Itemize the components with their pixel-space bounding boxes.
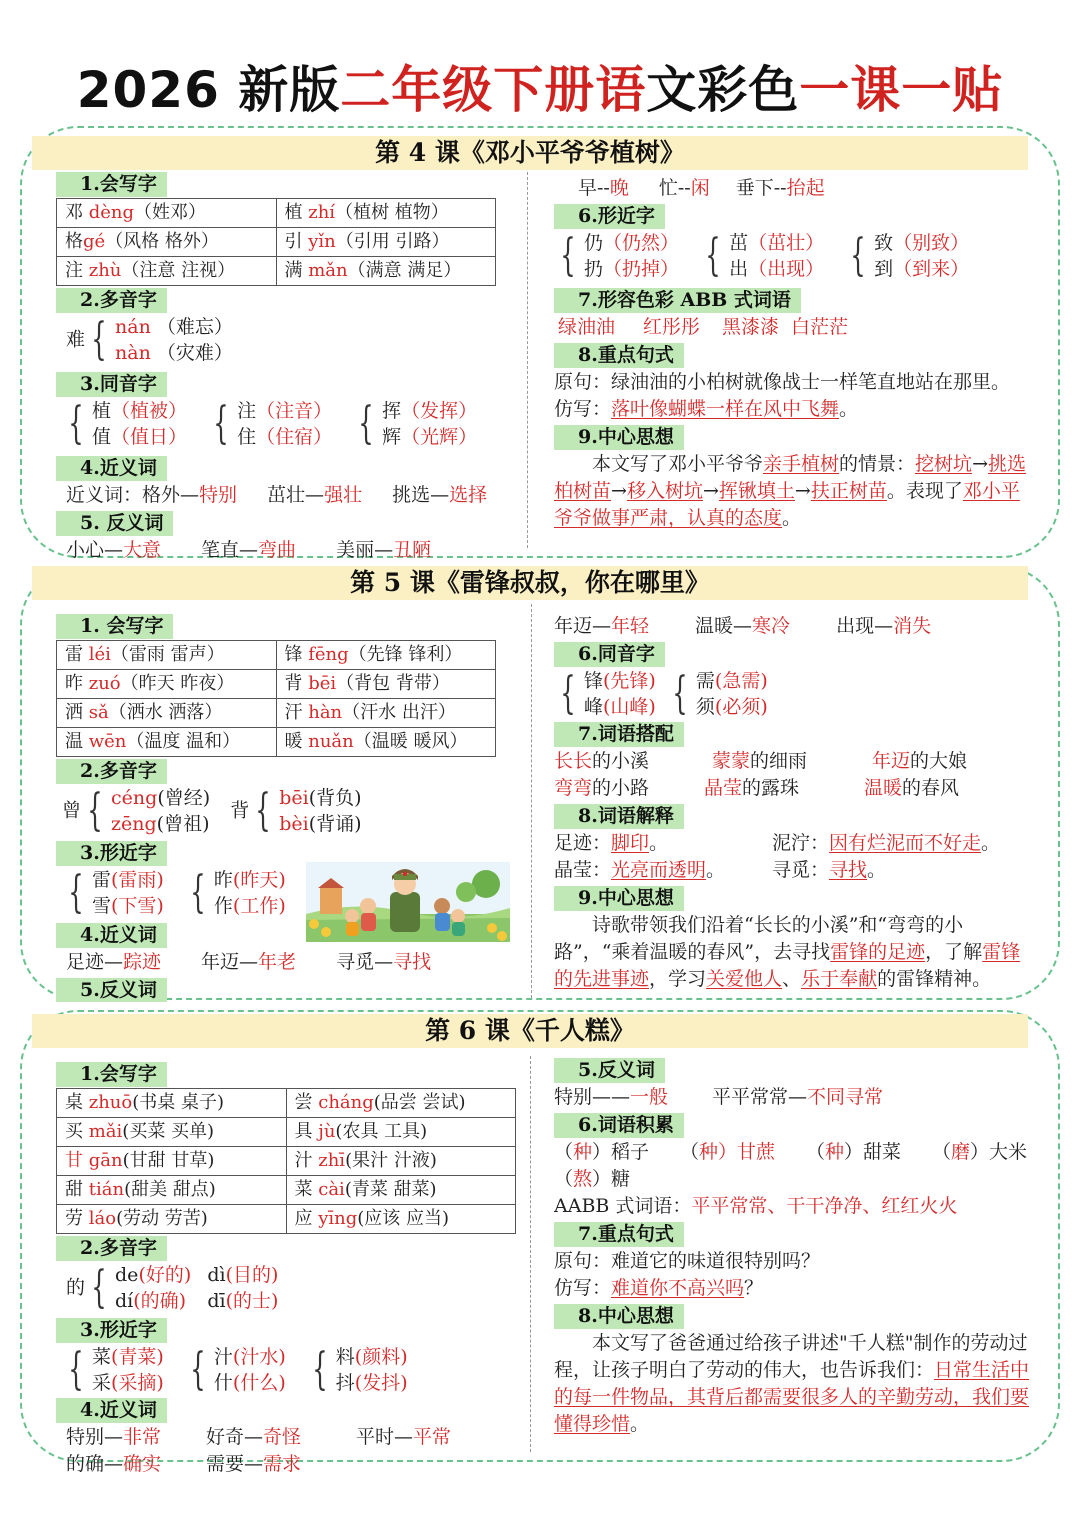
antonym-line: 小心—大意 笔直—弯曲 美丽—丑陋	[66, 539, 432, 561]
char-cell: 具 jù(农具 工具)	[286, 1118, 516, 1147]
char-cell: 甜 tián(甜美 甜点)	[57, 1176, 287, 1205]
antonym-line: 年迈—年轻 温暖—寒冷 出现—消失	[554, 615, 932, 637]
central-idea: 本文写了爸爸通过给孩子讲述"千人糕"制作的劳动过程，让孩子明白了劳动的伟大，也告诉我们：日常生活中的每一件物品，其背后都需要很多人的辛勤劳动，我们要懂得珍惜。	[554, 1332, 1030, 1435]
char-cell: 尝 cháng(品尝 尝试)	[286, 1089, 516, 1118]
section-heading: 7.形容色彩 ABB 式词语	[554, 288, 801, 313]
collocation-line: 长长的小溪 蒙蒙的细雨 年迈的大娘	[554, 750, 968, 772]
char-cell: 买 mǎi(买菜 买单)	[57, 1118, 287, 1147]
section-heading: 8.词语解释	[554, 804, 684, 829]
writing-chars-table	[56, 198, 496, 286]
synonym-line: 特别—非常 好奇—奇怪 平时—平常	[66, 1426, 452, 1448]
table-row	[57, 641, 496, 670]
section-heading: 3.同音字	[56, 372, 167, 397]
section-heading: 5.反义词	[56, 978, 167, 1002]
char-cell: 昨 zuó（昨天 昨夜）	[57, 670, 277, 699]
writing-chars-table	[56, 1088, 516, 1234]
section-heading: 4.近义词	[56, 923, 167, 948]
polyphone-groups: 曾 { céng(曾经) zēng(曾祖) 背 { bēi(背负) bèi(背诵)	[62, 785, 362, 836]
section-heading: 2.多音字	[56, 759, 167, 784]
lei-feng-illustration	[306, 862, 510, 942]
lesson4-title: 第 4 课《邓小平爷爷植树》	[32, 136, 1028, 170]
char-cell: 锋 fēng（先锋 锋利）	[276, 641, 496, 670]
lesson6-title: 第 6 课《千人糕》	[32, 1014, 1028, 1048]
char-cell: 满 mǎn（满意 满足）	[276, 257, 496, 286]
homophone-groups: { 锋(先锋) 峰(山峰) { 需(急需) 须(必须)	[560, 668, 768, 719]
lesson6-left	[56, 1060, 522, 1478]
section-heading: 6.同音字	[554, 642, 665, 667]
section-heading: 1.会写字	[56, 172, 167, 197]
word-accumulation: （种）稻子 （种）甘蔗 （种）甜菜 （磨）大米	[554, 1141, 1028, 1163]
abb-words: 绿油油 红彤彤 黑漆漆 白茫茫	[558, 316, 849, 338]
explanation-line: 晶莹：光亮而透明。 寻觅：寻找。	[554, 859, 887, 881]
char-cell: 注 zhù（注意 注视）	[57, 257, 277, 286]
char-cell: 暖 nuǎn（温暖 暖风）	[276, 728, 496, 757]
section-heading: 8.中心思想	[554, 1304, 684, 1329]
section-heading: 5.反义词	[554, 1058, 665, 1083]
lesson6-right	[554, 1056, 1030, 1438]
char-cell: 汗 hàn（汗水 出汗）	[276, 699, 496, 728]
char-cell: 劳 láo(劳动 劳苦)	[57, 1205, 287, 1234]
synonym-line: 的确—确实 需要—需求	[66, 1453, 302, 1475]
char-cell: 格gé（风格 格外）	[57, 228, 277, 257]
char-cell: 桌 zhuō(书桌 桌子)	[57, 1089, 287, 1118]
section-heading: 1. 会写字	[56, 614, 173, 639]
section-heading: 3.形近字	[56, 841, 167, 866]
table-row	[57, 1089, 516, 1118]
section-heading: 9.中心思想	[554, 425, 684, 450]
char-cell: 邓 dèng（姓邓）	[57, 199, 277, 228]
char-cell: 甘 gān(甘甜 甘草)	[57, 1147, 287, 1176]
char-cell: 温 wēn（温度 温和）	[57, 728, 277, 757]
section-heading: 2.多音字	[56, 1236, 167, 1261]
polyphone-group: 的 { de(好的) dí(的确) dì(目的) dī(的士)	[66, 1262, 279, 1313]
section-heading: 6.形近字	[554, 204, 665, 229]
section-heading: 9.中心思想	[554, 886, 684, 911]
table-row	[57, 699, 496, 728]
section-heading: 5. 反义词	[56, 511, 173, 536]
table-row	[57, 1176, 516, 1205]
section-heading: 4.近义词	[56, 456, 167, 481]
imitation-sentence: 仿写：落叶像蝴蝶一样在风中飞舞。	[554, 398, 859, 420]
homophone-groups: { 植（植被） 值（值日） { 注（注音） 住（住宿） { 挥（发挥） 辉（光辉）	[68, 398, 478, 449]
lesson5-right	[554, 613, 1030, 993]
lesson4-left	[56, 170, 522, 564]
imitation-sentence: 仿写：难道你不高兴吗？	[554, 1277, 764, 1299]
char-cell: 背 bēi（背包 背带）	[276, 670, 496, 699]
similar-char-groups: { 菜(青菜) 采(采摘) { 汁(汁水) 什(什么) { 料(颜料) 抖(发抖)	[68, 1344, 408, 1395]
similar-char-groups: { 仍（仍然） 扔（扔掉） { 茁（茁壮） 出（出现） { 致（别致） 到（到来）	[560, 230, 970, 281]
char-cell: 植 zhí（植树 植物）	[276, 199, 496, 228]
antonym-line: 早--晚 忙--闲 垂下--抬起	[578, 177, 825, 199]
char-cell: 雷 léi（雷雨 雷声）	[57, 641, 277, 670]
column-divider	[531, 604, 532, 998]
antonym-line: 特别——一般 平平常常—不同寻常	[554, 1086, 884, 1108]
writing-chars-table	[56, 640, 496, 757]
synonym-line: 足迹—踪迹 年迈—年老 寻觅—寻找	[66, 951, 432, 973]
lesson4-right	[554, 175, 1030, 532]
section-heading: 3.形近字	[56, 1318, 167, 1343]
char-cell: 汁 zhī(果汁 汁液)	[286, 1147, 516, 1176]
table-row	[57, 1205, 516, 1234]
table-row	[57, 228, 496, 257]
column-divider	[527, 172, 528, 548]
section-heading: 7.重点句式	[554, 1222, 684, 1247]
aabb-words: AABB 式词语：平平常常、干干净净、红红火火	[554, 1195, 958, 1217]
explanation-line: 足迹：脚印。 泥泞：因有烂泥而不好走。	[554, 832, 1001, 854]
section-heading: 2.多音字	[56, 288, 167, 313]
collocation-line: 弯弯的小路 晶莹的露珠 温暖的春风	[554, 777, 960, 799]
section-heading: 8.重点句式	[554, 343, 684, 368]
column-divider	[530, 1056, 531, 1452]
char-cell: 引 yǐn（引用 引路）	[276, 228, 496, 257]
table-row	[57, 670, 496, 699]
char-cell: 应 yīng(应该 应当)	[286, 1205, 516, 1234]
table-row	[57, 1147, 516, 1176]
char-cell: 洒 sǎ（洒水 洒落）	[57, 699, 277, 728]
page-title: 2026 新版二年级下册语文彩色一课一贴	[76, 61, 1004, 119]
table-row	[57, 1118, 516, 1147]
original-sentence: 原句：绿油油的小柏树就像战士一样笔直地站在那里。	[554, 371, 1011, 393]
central-idea: 本文写了邓小平爷爷亲手植树的情景：挖树坑→挑选柏树苗→移入树坑→挥锹填土→扶正树苗。表现了邓小平爷爷做事严肃，认真的态度。	[554, 453, 1026, 529]
synonym-line: 近义词：格外—特别 茁壮—强壮 挑选—选择	[66, 484, 488, 506]
char-cell: 菜 cài(青菜 甜菜)	[286, 1176, 516, 1205]
lesson5-title: 第 5 课《雷锋叔叔，你在哪里》	[32, 566, 1028, 600]
section-heading: 1.会写字	[56, 1062, 167, 1087]
word-accumulation: （熬）糖	[554, 1168, 631, 1190]
section-heading: 6.词语积累	[554, 1113, 684, 1138]
table-row	[57, 728, 496, 757]
lesson5-left	[56, 612, 522, 1002]
polyphone-group: 难 { nán （难忘） nàn （灾难）	[66, 314, 233, 365]
table-row	[57, 199, 496, 228]
central-idea: 诗歌带领我们沿着“长长的小溪”和“弯弯的小路”，“乘着温暖的春风”，去寻找雷锋的足迹，了解雷锋的先进事迹，学习关爱他人、乐于奉献的雷锋精神。	[554, 914, 1021, 990]
section-heading: 4.近义词	[56, 1398, 167, 1423]
original-sentence: 原句：难道它的味道很特别吗？	[554, 1250, 821, 1272]
section-heading: 7.词语搭配	[554, 722, 684, 747]
table-row	[57, 257, 496, 286]
similar-char-groups: { 雷(雷雨) 雪(下雪) { 昨(昨天) 作(工作)	[68, 867, 286, 918]
